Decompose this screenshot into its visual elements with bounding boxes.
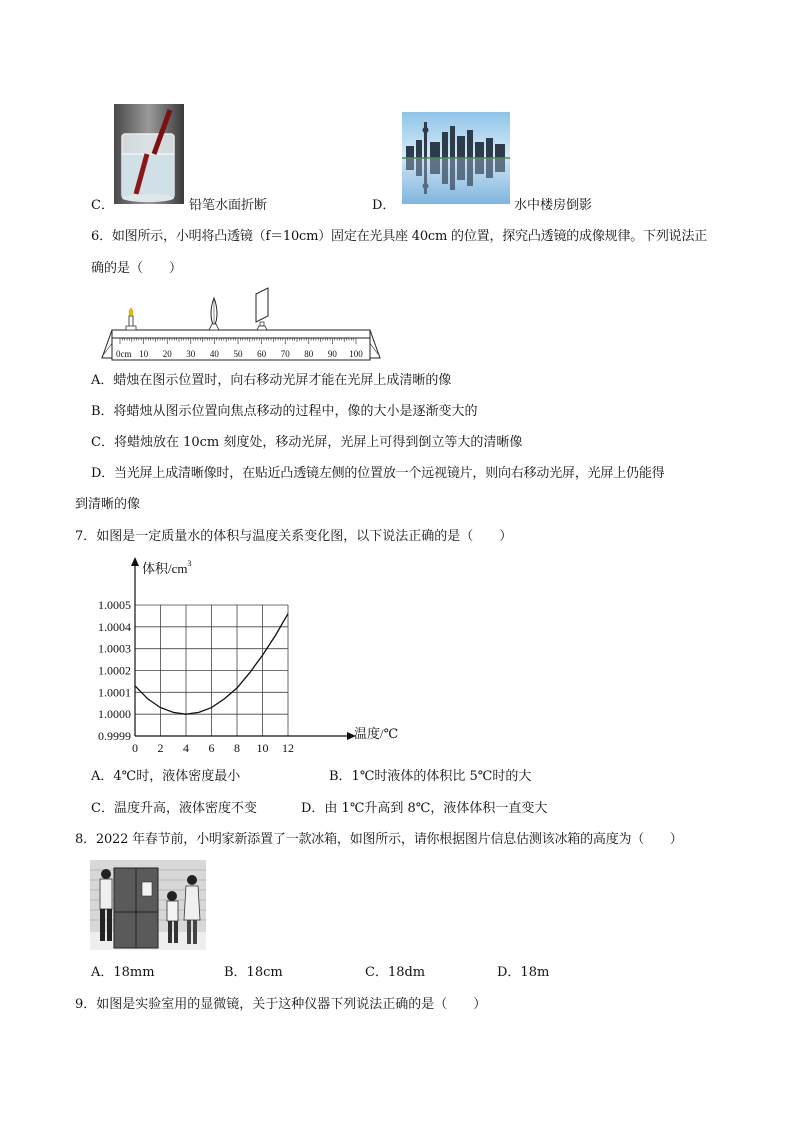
- chart-x-label: 温度/℃: [354, 726, 399, 741]
- q8-option-b: B．18cm: [224, 965, 283, 980]
- ruler-tick-label: 100: [349, 349, 363, 359]
- ruler-tick-label: 30: [186, 349, 196, 359]
- x-tick-label: 10: [256, 741, 269, 755]
- q7-option-c: C．温度升高，液体密度不变: [91, 801, 257, 816]
- ruler-tick-label: 60: [257, 349, 267, 359]
- x-tick-label: 0: [132, 741, 138, 755]
- y-tick-label: 1.0001: [98, 685, 131, 700]
- q6-option-c: C．将蜡烛放在 10cm 刻度处，移动光屏，光屏上可得到倒立等大的清晰像: [91, 435, 523, 450]
- q8-option-c: C．18dm: [365, 965, 426, 980]
- chart-y-label: 体积$/cm^3$: [142, 559, 192, 576]
- y-tick-label: 1.0003: [98, 641, 131, 656]
- y-tick-label: 1.0002: [98, 663, 131, 678]
- q6-option-d-cont: 到清晰的像: [75, 497, 141, 512]
- q6-stem-line2: 确的是（ ）: [91, 261, 183, 276]
- ruler-tick-label: 50: [233, 349, 243, 359]
- q7-option-d: D．由 1℃升高到 8℃，液体体积一直变大: [301, 801, 548, 816]
- x-tick-label: 6: [208, 741, 215, 755]
- q7-stem: 7．如图是一定质量水的体积与温度关系变化图，以下说法正确的是（ ）: [75, 529, 513, 544]
- optical-bench-figure: [98, 286, 384, 364]
- q6-option-b: B．将蜡烛从图示位置向焦点移动的过程中，像的大小是逐渐变大的: [91, 404, 478, 419]
- x-tick-label: 8: [234, 741, 240, 755]
- ruler-tick-label: 10: [139, 349, 149, 359]
- x-tick-label: 12: [282, 741, 294, 755]
- q9-stem: 9．如图是实验室用的显微镜，关于这种仪器下列说法正确的是（ ）: [75, 997, 487, 1012]
- q6-stem-line1: 6．如图所示，小明将凸透镜（f＝10cm）固定在光具座 40cm 的位置，探究凸透镜的成像规律。下列说法正: [91, 229, 708, 244]
- q8-option-a: A．18mm: [91, 965, 155, 980]
- ruler-tick-label: 40: [209, 349, 219, 359]
- city-reflection-photo: [402, 112, 510, 204]
- lens-icon: [209, 298, 219, 330]
- q7-option-b: B．1℃时液体的体积比 5℃时的大: [329, 769, 532, 784]
- option-d-label: D．: [372, 198, 396, 213]
- fridge-family-photo: [90, 860, 206, 950]
- ruler-unit-label: 0cm: [116, 349, 132, 359]
- candle-icon: [126, 308, 136, 330]
- x-tick-label: 2: [157, 741, 164, 755]
- q8-option-d: D．18m: [497, 965, 550, 980]
- option-c-label: C．: [91, 198, 114, 213]
- volume-temperature-chart: [84, 553, 414, 758]
- x-tick-label: 4: [183, 741, 189, 755]
- ruler-tick-label: 70: [280, 349, 290, 359]
- q7-option-a: A．4℃时，液体密度最小: [91, 769, 241, 784]
- q6-option-d: D．当光屏上成清晰像时，在贴近凸透镜左侧的位置放一个远视镜片，则向右移动光屏，光屏上仍能得: [91, 466, 665, 481]
- ruler-tick-label: 20: [162, 349, 172, 359]
- screen-icon: [256, 288, 268, 330]
- y-tick-label: 0.9999: [98, 729, 131, 743]
- pencil-in-water-photo: [114, 104, 184, 204]
- q8-stem: 8．2022 年春节前，小明家新添置了一款冰箱，如图所示，请你根据图片信息估测该冰箱的高度为（ ）: [75, 832, 683, 847]
- ruler-tick-label: 90: [327, 349, 337, 359]
- option-c-caption: 铅笔水面折断: [189, 198, 268, 213]
- y-tick-label: 1.0004: [98, 619, 131, 634]
- y-tick-label: 1.0005: [98, 598, 131, 612]
- ruler-tick-label: 80: [304, 349, 314, 359]
- y-tick-label: 1.0000: [98, 707, 131, 722]
- option-d-caption: 水中楼房倒影: [514, 198, 593, 213]
- q6-option-a: A．蜡烛在图示位置时，向右移动光屏才能在光屏上成清晰的像: [91, 373, 452, 388]
